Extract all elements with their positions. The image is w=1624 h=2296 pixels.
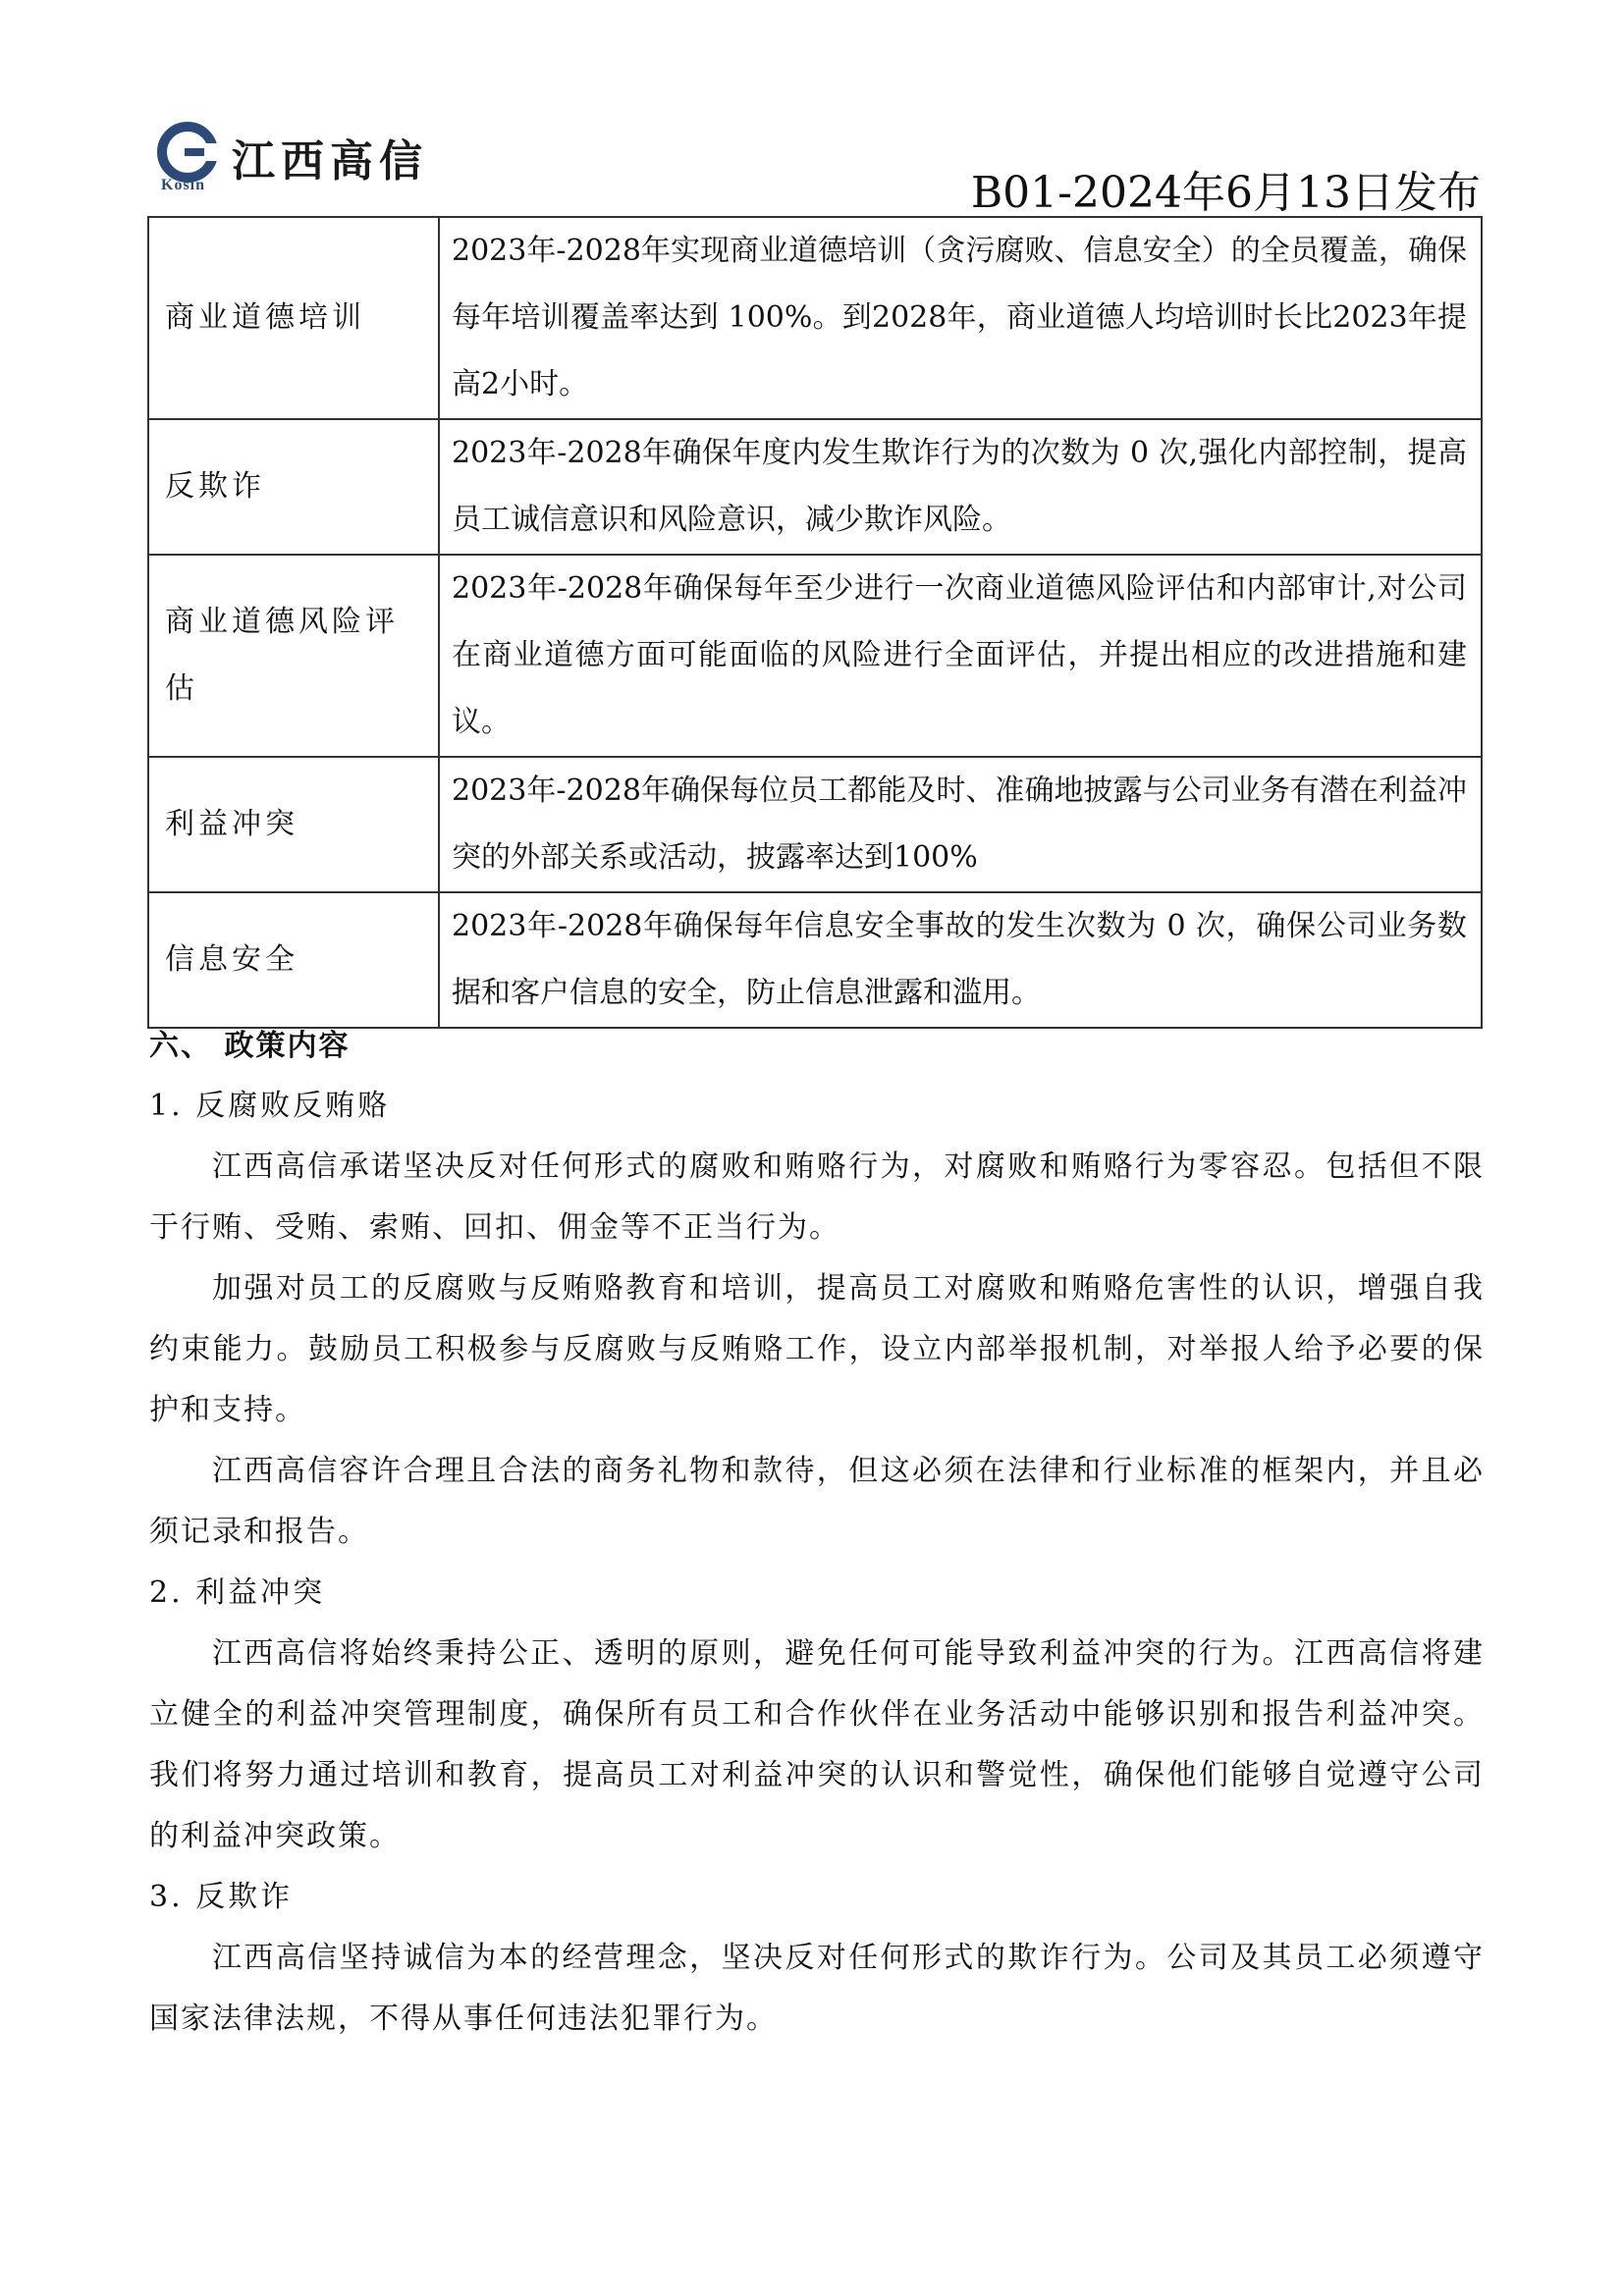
- policy-content: [149, 1017, 1485, 2050]
- subsection-heading: 1. 反腐败反贿赂: [149, 1089, 391, 1123]
- description-cell: 2023年-2028年确保年度内发生欺诈行为的次数为 0 次,强化内部控制，提高员工诚信意识和风险意识，减少欺诈风险。: [439, 419, 1482, 555]
- category-cell: 信息安全: [148, 892, 439, 1028]
- paragraph: 江西高信容许合理且合法的商务礼物和款待，但这必须在法律和行业标准的框架内，并且必须记录和报告。: [149, 1454, 1485, 1549]
- category-cell: 商业道德风险评估: [148, 555, 439, 757]
- category-cell: 反欺诈: [148, 419, 439, 555]
- logo-text: 江西高信: [232, 136, 428, 187]
- subsection-heading: 3. 反欺诈: [149, 1880, 294, 1914]
- subsection-heading: 2. 利益冲突: [149, 1575, 326, 1610]
- paragraph: 江西高信承诺坚决反对任何形式的腐败和贿赂行为，对腐败和贿赂行为零容忍。包括但不限于行贿、受贿、索贿、回扣、佣金等不正当行为。: [149, 1149, 1485, 1245]
- table-row: [148, 892, 1482, 1028]
- paragraph: 加强对员工的反腐败与反贿赂教育和培训，提高员工对腐败和贿赂危害性的认识，增强自我约束能力。鼓励员工积极参与反腐败与反贿赂工作，设立内部举报机制，对举报人给予必要的保护和支持。: [149, 1271, 1485, 1427]
- table-row: [148, 555, 1482, 757]
- table-row: [148, 217, 1482, 419]
- description-cell: 2023年-2028年确保每年至少进行一次商业道德风险评估和内部审计,对公司在商业道德方面可能面临的风险进行全面评估，并提出相应的改进措施和建议。: [439, 555, 1482, 757]
- category-cell: 商业道德培训: [148, 217, 439, 419]
- table-row: [148, 419, 1482, 555]
- logo-subtext: Kosin: [161, 177, 206, 193]
- description-cell: 2023年-2028年确保每位员工都能及时、准确地披露与公司业务有潜在利益冲突的外部关系或活动，披露率达到100%: [439, 757, 1482, 892]
- table-row: [148, 757, 1482, 892]
- paragraph: 江西高信坚持诚信为本的经营理念，坚决反对任何形式的欺诈行为。公司及其员工必须遵守国家法律法规，不得从事任何违法犯罪行为。: [149, 1941, 1485, 2036]
- description-cell: 2023年-2028年实现商业道德培训（贪污腐败、信息安全）的全员覆盖，确保每年培训覆盖率达到 100%。到2028年，商业道德人均培训时长比2023年提高2小时。: [439, 217, 1482, 419]
- publish-line: B01-2024年6月13日发布: [970, 168, 1481, 218]
- company-logo: [157, 116, 442, 194]
- paragraph: 江西高信将始终秉持公正、透明的原则，避免任何可能导致利益冲突的行为。江西高信将建立健全的利益冲突管理制度，确保所有员工和合作伙伴在业务活动中能够识别和报告利益冲突。我们将努力通过培训和教育，提高员工对利益冲突的认识和警觉性，确保他们能够自觉遵守公司的利益冲突政策。: [149, 1636, 1485, 1853]
- goals-table: [147, 216, 1483, 1029]
- kosin-logo-icon: [157, 122, 218, 183]
- category-cell: 利益冲突: [148, 757, 439, 892]
- section-title: 六、 政策内容: [149, 1029, 351, 1063]
- description-cell: 2023年-2028年确保每年信息安全事故的发生次数为 0 次，确保公司业务数据和客户信息的安全，防止信息泄露和滥用。: [439, 892, 1482, 1028]
